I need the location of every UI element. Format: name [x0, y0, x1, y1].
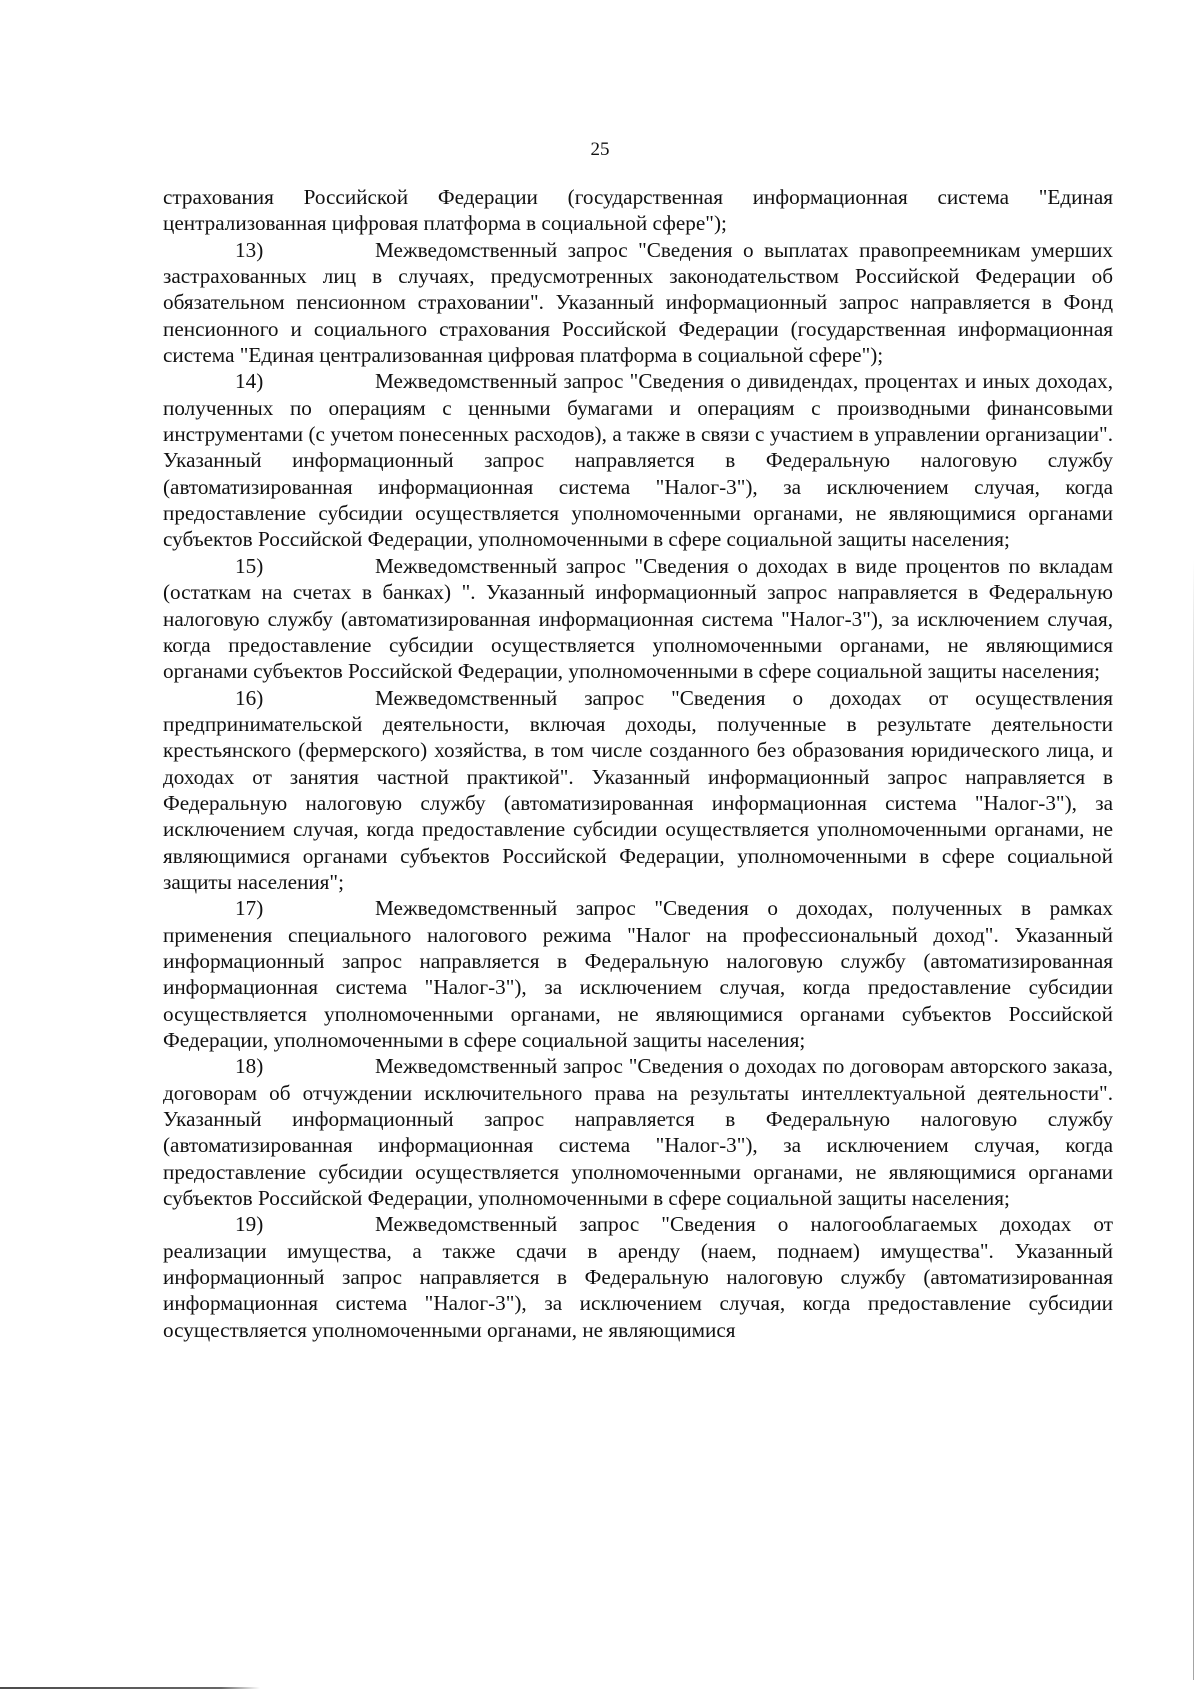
list-item-17 — [163, 895, 1113, 1053]
item-number: 17) — [235, 896, 264, 921]
item-text: Межведомственный запрос "Сведения о дивидендах, процентах и иных доходах, полученных по операциям с ценными бумагами и операциям с производными финансовыми инструментами (с учетом понесенных расходов), а также в связи с участием в управлении организации". Указанный информационный запрос направляется в Федеральную налоговую службу (автоматизированная информационная система "Налог-3"), за исключением случая, когда предоставление субсидии осуществляется уполномоченными органами, не являющимися органами субъектов Российской Федерации, уполномоченными в сфере социальной защиты населения; — [163, 369, 1113, 552]
item-number: 15) — [235, 553, 264, 578]
scan-edge-line-bottom — [0, 1687, 260, 1689]
intro-paragraph: страхования Российской Федерации (государственная информационная система "Единая централизованная цифровая платформа в социальной сфере"); — [163, 185, 1113, 236]
list-item-15 — [163, 553, 1113, 685]
page-number: 25 — [590, 139, 610, 160]
item-text: Межведомственный запрос "Сведения о доходах по договорам авторского заказа, договорам об отчуждении исключительного права на результаты интеллектуальной деятельности". Указанный информационный запрос направляется в Федеральную налоговую службу (автоматизированная информационная система "Налог-3"), за исключением случая, когда предоставление субсидии осуществляется уполномоченными органами, не являющимися органами субъектов Российской Федерации, уполномоченными в сфере социальной защиты населения; — [163, 1054, 1113, 1211]
list-item-19 — [163, 1211, 1113, 1343]
item-number: 18) — [235, 1054, 264, 1079]
item-number: 13) — [235, 237, 264, 262]
list-item-18 — [163, 1053, 1113, 1211]
list-item-14 — [163, 368, 1113, 552]
item-text: Межведомственный запрос "Сведения о доходах, полученных в рамках применения специального налогового режима "Налог на профессиональный доход". Указанный информационный запрос направляется в Федеральную налоговую службу (автоматизированная информационная система "Налог-3"), за исключением случая, когда предоставление субсидии осуществляется уполномоченными органами, не являющимися органами субъектов Российской Федерации, уполномоченными в сфере социальной защиты населения; — [163, 896, 1113, 1052]
scan-edge-line-right — [1193, 560, 1194, 1680]
list-item-16 — [163, 685, 1113, 896]
item-number: 14) — [235, 369, 264, 394]
item-number: 19) — [235, 1212, 264, 1237]
item-text: Межведомственный запрос "Сведения о выплатах правопреемникам умерших застрахованных лиц в случаях, предусмотренных законодательством Российской Федерации об обязательном пенсионном страховании". Указанный информационный запрос направляется в Фонд пенсионного и социального страхования Российской Федерации (государственная информационная система "Единая централизованная цифровая платформа в социальной сфере"); — [163, 237, 1113, 368]
item-text: Межведомственный запрос "Сведения о налогооблагаемых доходах от реализации имущества, а также сдачи в аренду (наем, поднаем) имущества". Указанный информационный запрос направляется в Федеральную налоговую службу (автоматизированная информационная система "Налог-3"), за исключением случая, когда предоставление субсидии осуществляется уполномоченными органами, не являющимися — [163, 1212, 1113, 1342]
item-text: Межведомственный запрос "Сведения о доходах в виде процентов по вкладам (остаткам на счетах в банках) ". Указанный информационный запрос направляется в Федеральную налоговую службу (автоматизированная информационная система "Налог-3"), за исключением случая, когда предоставление субсидии осуществляется уполномоченными органами, не являющимися органами субъектов Российской Федерации, уполномоченными в сфере социальной защиты населения; — [163, 553, 1113, 684]
list-item-13 — [163, 237, 1113, 369]
item-number: 16) — [235, 685, 264, 710]
document-body — [163, 184, 1113, 1343]
item-text: Межведомственный запрос "Сведения о доходах от осуществления предпринимательской деятельности, включая доходы, полученные в результате деятельности крестьянского (фермерского) хозяйства, в том числе созданного без образования юридического лица, и доходах от занятия частной практикой". Указанный информационный запрос направляется в Федеральную налоговую службу (автоматизированная информационная система "Налог-3"), за исключением случая, когда предоставление субсидии осуществляется уполномоченными органами, не являющимися органами субъектов Российской Федерации, уполномоченными в сфере социальной защиты населения"; — [163, 685, 1113, 894]
